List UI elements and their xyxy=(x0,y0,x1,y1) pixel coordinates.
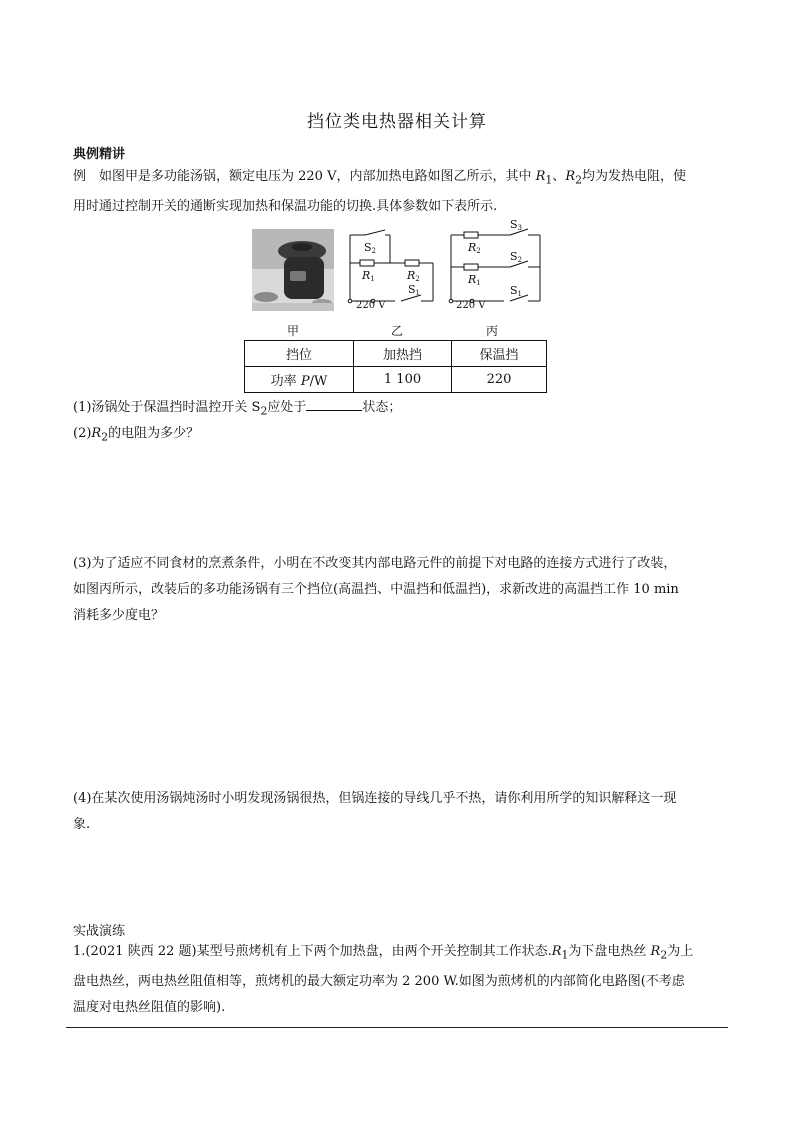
bing-voltage-label: 220 V xyxy=(456,300,486,311)
figure-label-jia: 甲 xyxy=(287,324,300,338)
example-paragraph xyxy=(73,164,725,220)
question-4-line-2: 象. xyxy=(73,817,91,832)
yi-r1-label: R1 xyxy=(362,269,375,283)
figure-label-yi: 乙 xyxy=(391,324,404,338)
section-heading-examples: 典例精讲 xyxy=(73,147,126,162)
parameter-table xyxy=(244,340,547,393)
yi-voltage-label: 220 V xyxy=(356,300,386,311)
practice-line-2: 盘电热丝，两电热丝阻值相等，煎烤机的最大额定功率为 2 200 W.如图为煎烤机的内部简化电路图(不考虑 xyxy=(73,973,685,989)
figure-label-bing: 丙 xyxy=(486,324,499,338)
table-header-cell: 保温挡 xyxy=(452,341,547,367)
circuit-diagram-bing xyxy=(446,218,546,313)
bing-s2-label: S2 xyxy=(510,250,523,264)
bing-s1-label: S1 xyxy=(510,284,523,298)
practice-line-3: 温度对电热丝阻值的影响). xyxy=(73,999,226,1015)
yi-s1-label: S1 xyxy=(408,283,421,297)
page-bottom-rule xyxy=(66,1027,728,1028)
section-heading-practice: 实战演练 xyxy=(73,924,126,939)
r1-symbol: R xyxy=(535,169,546,184)
page-title: 挡位类电热器相关计算 xyxy=(307,112,487,132)
bing-r2-label: R2 xyxy=(468,241,481,255)
table-row-label: 功率 P/W xyxy=(245,367,354,393)
example-line-2: 用时通过控制开关的通断实现加热和保温功能的切换.具体参数如下表所示. xyxy=(73,198,498,214)
table-cell-heating-power: 1 100 xyxy=(354,367,452,393)
example-line-1 xyxy=(73,164,725,194)
table-cell-keepwarm-power: 220 xyxy=(452,367,547,393)
table-row xyxy=(245,341,547,367)
answer-blank xyxy=(306,398,362,411)
bing-s3-label: S3 xyxy=(510,218,523,232)
example-rest-text: 均为发热电阻，使 xyxy=(582,169,687,184)
bing-r1-label: R1 xyxy=(468,273,481,287)
question-3 xyxy=(73,551,725,629)
question-4 xyxy=(73,786,725,838)
question-3-line-3: 消耗多少度电？ xyxy=(73,608,165,623)
table-header-cell: 加热挡 xyxy=(354,341,452,367)
question-3-line-2: 如图丙所示，改装后的多功能汤锅有三个挡位(高温挡、中温挡和低温挡)，求新改进的高温挡工作 10 min xyxy=(73,582,679,597)
practice-line-1: 1.(2021 陕西 22 题)某型号煎烤机有上下两个加热盘，由两个开关控制其工作状态$.R_1$为下盘电热丝 $R_2$为上 xyxy=(73,944,694,962)
r2-subscript: 2 xyxy=(575,173,582,187)
table-row xyxy=(245,367,547,393)
multifunction-pot-photo xyxy=(252,229,334,311)
question-2: $(2)R_2$的电阻为多少？ xyxy=(73,426,200,444)
question-1: (1)汤锅处于保温挡时温控开关 $S_2$应处于 状态； xyxy=(73,400,402,418)
yi-s2-label: S2 xyxy=(364,241,377,255)
practice-problem-1 xyxy=(73,939,725,1021)
question-3-line-1: (3)为了适应不同食材的烹煮条件，小明在不改变其内部电路元件的前提下对电路的连接方式进行了改装， xyxy=(73,556,677,571)
example-lead-text: 例 如图甲是多功能汤锅，额定电压为 220 V，内部加热电路如图乙所示，其中 xyxy=(73,169,536,184)
question-4-line-1: (4)在某次使用汤锅炖汤时小明发现汤锅很热，但锅连接的导线几乎不热，请你利用所学的知识解释这一现 xyxy=(73,791,677,806)
separator: 、 xyxy=(552,169,566,184)
r2-symbol: R xyxy=(565,169,576,184)
yi-r2-label: R2 xyxy=(407,269,420,283)
table-header-cell: 挡位 xyxy=(245,341,354,367)
r1-subscript: 1 xyxy=(545,173,553,187)
circuit-diagram-yi xyxy=(345,229,440,313)
